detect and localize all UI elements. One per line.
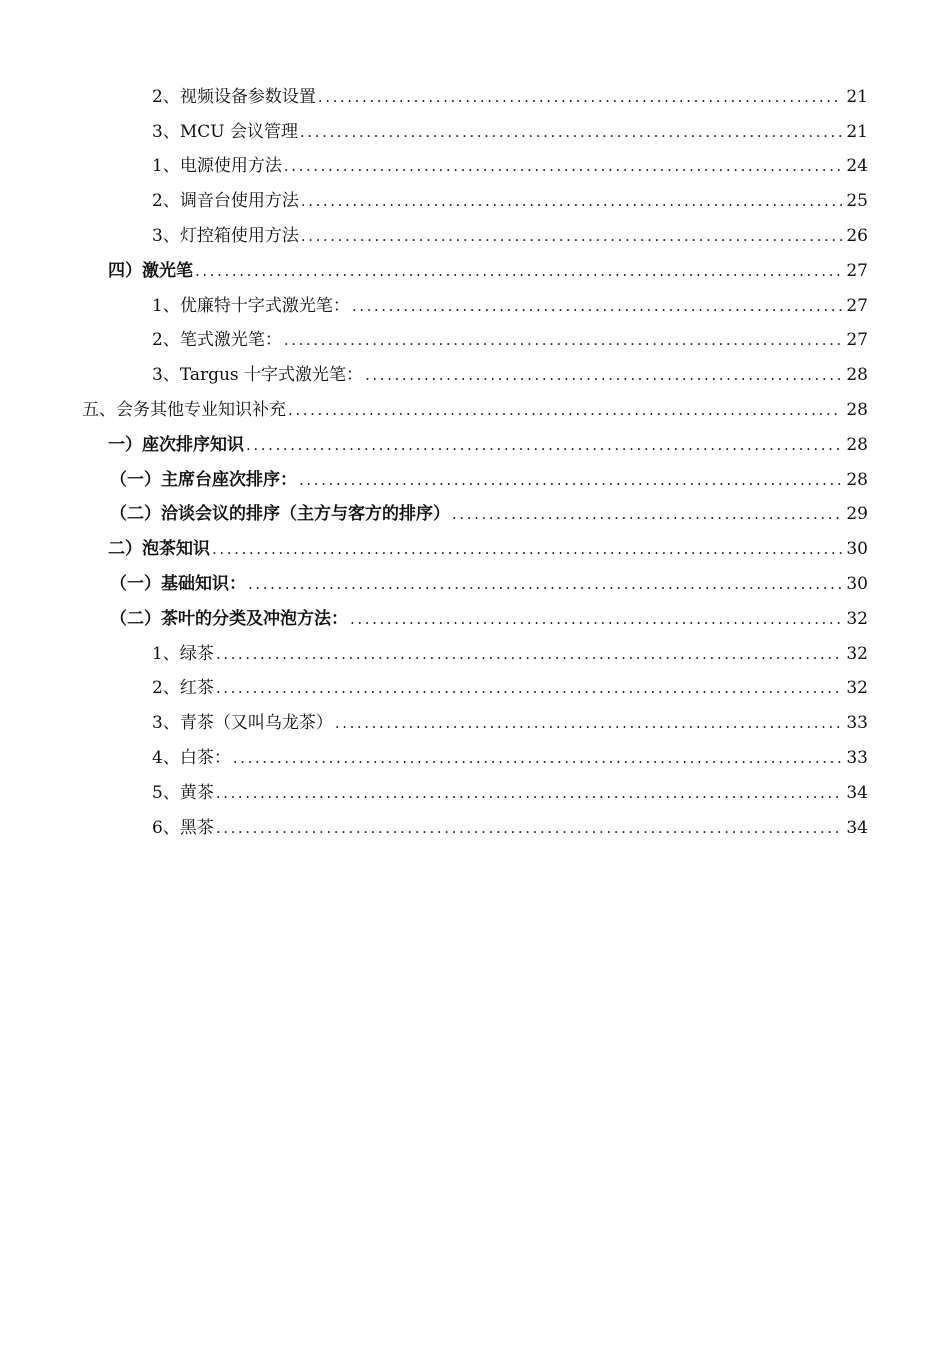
toc-dot-leader	[318, 87, 843, 107]
toc-dot-leader	[216, 678, 843, 698]
toc-entry[interactable]	[0, 461, 950, 496]
toc-entry-title: 5、黄茶	[152, 782, 214, 803]
toc-dot-leader	[335, 713, 843, 733]
toc-dot-leader	[233, 748, 843, 768]
toc-page-number: 32	[846, 678, 868, 699]
toc-dot-leader	[216, 644, 843, 664]
toc-entry-title: 3、青茶（又叫乌龙茶）	[152, 713, 333, 734]
toc-page-number: 33	[846, 713, 868, 734]
toc-dot-leader	[212, 539, 842, 559]
toc-page-number: 25	[846, 191, 868, 212]
toc-dot-leader	[288, 400, 842, 420]
toc-entry-title: 1、绿茶	[152, 643, 214, 664]
toc-entry[interactable]	[0, 530, 950, 565]
toc-entry-title: 1、优廉特十字式激光笔：	[152, 295, 350, 316]
toc-dot-leader	[350, 609, 842, 629]
toc-entry[interactable]	[0, 356, 950, 391]
toc-entry-title: 一）座次排序知识	[108, 434, 244, 455]
toc-page-number: 21	[846, 121, 868, 142]
toc-page-number: 30	[846, 573, 868, 594]
toc-entry[interactable]	[0, 148, 950, 183]
toc-dot-leader	[246, 435, 842, 455]
toc-page-number: 27	[846, 260, 868, 281]
toc-entry[interactable]	[0, 739, 950, 774]
toc-page-number: 26	[846, 225, 868, 246]
toc-entry[interactable]	[0, 426, 950, 461]
toc-entry[interactable]	[0, 391, 950, 426]
toc-entry[interactable]	[0, 182, 950, 217]
toc-entry-title: （一）基础知识：	[110, 573, 246, 594]
toc-entry-title: 1、电源使用方法	[152, 156, 282, 177]
toc-dot-leader	[452, 504, 842, 524]
toc-entry-title: 二）泡茶知识	[108, 539, 210, 560]
toc-entry-title: 2、笔式激光笔：	[152, 330, 282, 351]
toc-entry[interactable]	[0, 113, 950, 148]
toc-entry[interactable]	[0, 565, 950, 600]
toc-dot-leader	[248, 574, 842, 594]
toc-entry[interactable]	[0, 322, 950, 357]
toc-page-number: 30	[846, 539, 868, 560]
toc-entry-title: 2、调音台使用方法	[152, 191, 299, 212]
toc-entry[interactable]	[0, 670, 950, 705]
toc-entry-title: 2、红茶	[152, 678, 214, 699]
toc-dot-leader	[216, 783, 843, 803]
toc-page-number: 29	[846, 504, 868, 525]
toc-dot-leader	[300, 122, 842, 142]
toc-entry[interactable]	[0, 496, 950, 531]
table-of-contents	[0, 78, 950, 844]
toc-page-number: 24	[846, 156, 868, 177]
toc-entry[interactable]	[0, 78, 950, 113]
toc-page-number: 21	[846, 86, 868, 107]
toc-dot-leader	[299, 470, 842, 490]
toc-page-number: 28	[846, 399, 868, 420]
toc-entry-title: 6、黑茶	[152, 817, 214, 838]
toc-page-number: 32	[846, 643, 868, 664]
toc-page-number: 34	[846, 782, 868, 803]
toc-dot-leader	[352, 296, 843, 316]
toc-entry-title: 3、Targus 十字式激光笔：	[152, 365, 364, 386]
toc-entry[interactable]	[0, 774, 950, 809]
toc-entry-title: 五、会务其他专业知识补充	[82, 399, 286, 420]
toc-dot-leader	[216, 818, 843, 838]
toc-page-number: 28	[846, 469, 868, 490]
toc-page-number: 33	[846, 747, 868, 768]
toc-entry-title: 4、白茶：	[152, 747, 231, 768]
toc-page-number: 34	[846, 817, 868, 838]
toc-page-number: 27	[846, 330, 868, 351]
toc-page-number: 32	[846, 608, 868, 629]
toc-dot-leader	[284, 156, 843, 176]
toc-entry[interactable]	[0, 635, 950, 670]
toc-entry-title: （二）茶叶的分类及冲泡方法：	[110, 608, 348, 629]
toc-entry[interactable]	[0, 217, 950, 252]
toc-entry[interactable]	[0, 287, 950, 322]
toc-entry-title: （二）洽谈会议的排序（主方与客方的排序）	[110, 504, 450, 525]
toc-entry[interactable]	[0, 704, 950, 739]
toc-entry-title: 3、MCU 会议管理	[152, 121, 298, 142]
toc-dot-leader	[301, 226, 843, 246]
toc-dot-leader	[365, 365, 842, 385]
toc-entry[interactable]	[0, 252, 950, 287]
toc-entry-title: （一）主席台座次排序：	[110, 469, 297, 490]
toc-entry-title: 2、视频设备参数设置	[152, 86, 316, 107]
toc-dot-leader	[284, 330, 843, 350]
toc-page-number: 27	[846, 295, 868, 316]
toc-entry[interactable]	[0, 809, 950, 844]
toc-entry-title: 四）激光笔	[108, 260, 193, 281]
toc-page-number: 28	[846, 434, 868, 455]
toc-page-number: 28	[846, 365, 868, 386]
toc-dot-leader	[301, 191, 843, 211]
toc-entry-title: 3、灯控箱使用方法	[152, 225, 299, 246]
toc-dot-leader	[195, 261, 842, 281]
toc-entry[interactable]	[0, 600, 950, 635]
